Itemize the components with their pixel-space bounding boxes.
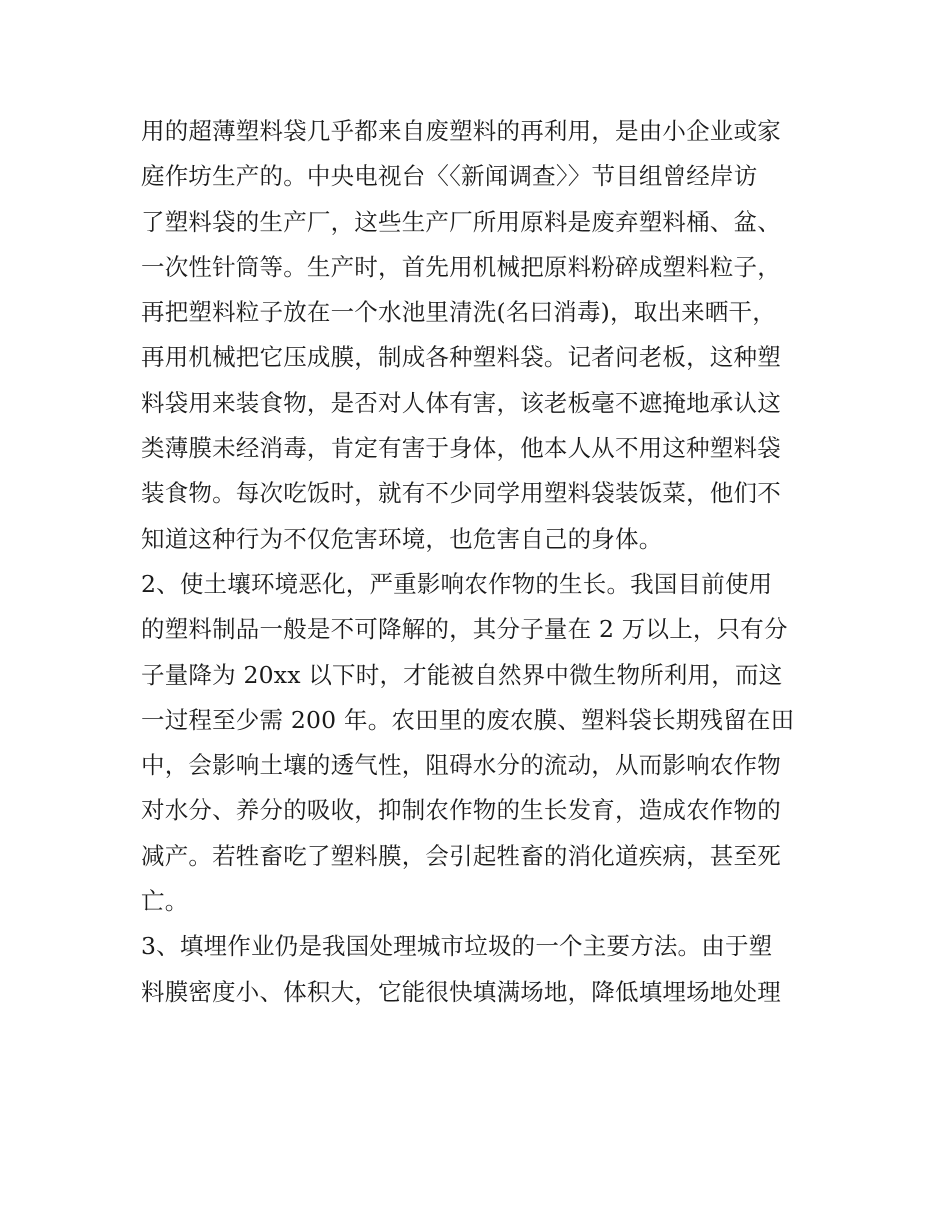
text-line: 中，会影响土壤的透气性，阻碍水分的流动，从而影响农作物 bbox=[141, 751, 781, 780]
document-body bbox=[141, 109, 813, 1015]
text-line: 再把塑料粒子放在一个水池里清洗(名曰消毒)，取出来晒干， bbox=[141, 298, 776, 327]
text-line: 减产。若牲畜吃了塑料膜，会引起牲畜的消化道疾病，甚至死 bbox=[141, 841, 781, 870]
text-line: 3、填埋作业仍是我国处理城市垃圾的一个主要方法。由于塑 bbox=[141, 932, 773, 961]
text-line: 庭作坊生产的。中央电视台〈〈新闻调查〉〉节目组曾经岸访 bbox=[141, 162, 758, 191]
text-line: 的塑料制品一般是不可降解的，其分子量在 2 万以上，只有分 bbox=[141, 615, 788, 644]
text-line: 一次性针筒等。生产时，首先用机械把原料粉碎成塑料粒子， bbox=[141, 252, 781, 281]
text-line: 对水分、养分的吸收，抑制农作物的生长发育，造成农作物的 bbox=[141, 796, 781, 825]
text-line: 料袋用来装食物，是否对人体有害，该老板毫不遮掩地承认这 bbox=[141, 388, 781, 417]
text-line: 了塑料袋的生产厂，这些生产厂所用原料是废弃塑料桶、盆、 bbox=[141, 207, 781, 236]
text-line: 装食物。每次吃饭时，就有不少同学用塑料袋装饭菜，他们不 bbox=[141, 479, 781, 508]
text-line: 用的超薄塑料袋几乎都来自废塑料的再利用，是由小企业或家 bbox=[141, 117, 781, 145]
text-line: 知道这种行为不仅危害环境，也危害自己的身体。 bbox=[141, 524, 663, 553]
text-line: 一过程至少需 200 年。农田里的废农膜、塑料袋长期残留在田 bbox=[141, 705, 795, 734]
text-line: 再用机械把它压成膜，制成各种塑料袋。记者问老板，这种塑 bbox=[141, 343, 781, 372]
text-line: 子量降为 20xx 以下时，才能被自然界中微生物所利用，而这 bbox=[141, 660, 783, 689]
text-line: 料膜密度小、体积大，它能很快填满场地，降低填埋场地处理 bbox=[141, 977, 781, 1006]
text-line: 2、使土壤环境恶化，严重影响农作物的生长。我国目前使用 bbox=[141, 569, 773, 598]
text-line: 类薄膜未经消毒，肯定有害于身体，他本人从不用这种塑料袋 bbox=[141, 434, 781, 463]
text-line: 亡。 bbox=[141, 887, 189, 916]
